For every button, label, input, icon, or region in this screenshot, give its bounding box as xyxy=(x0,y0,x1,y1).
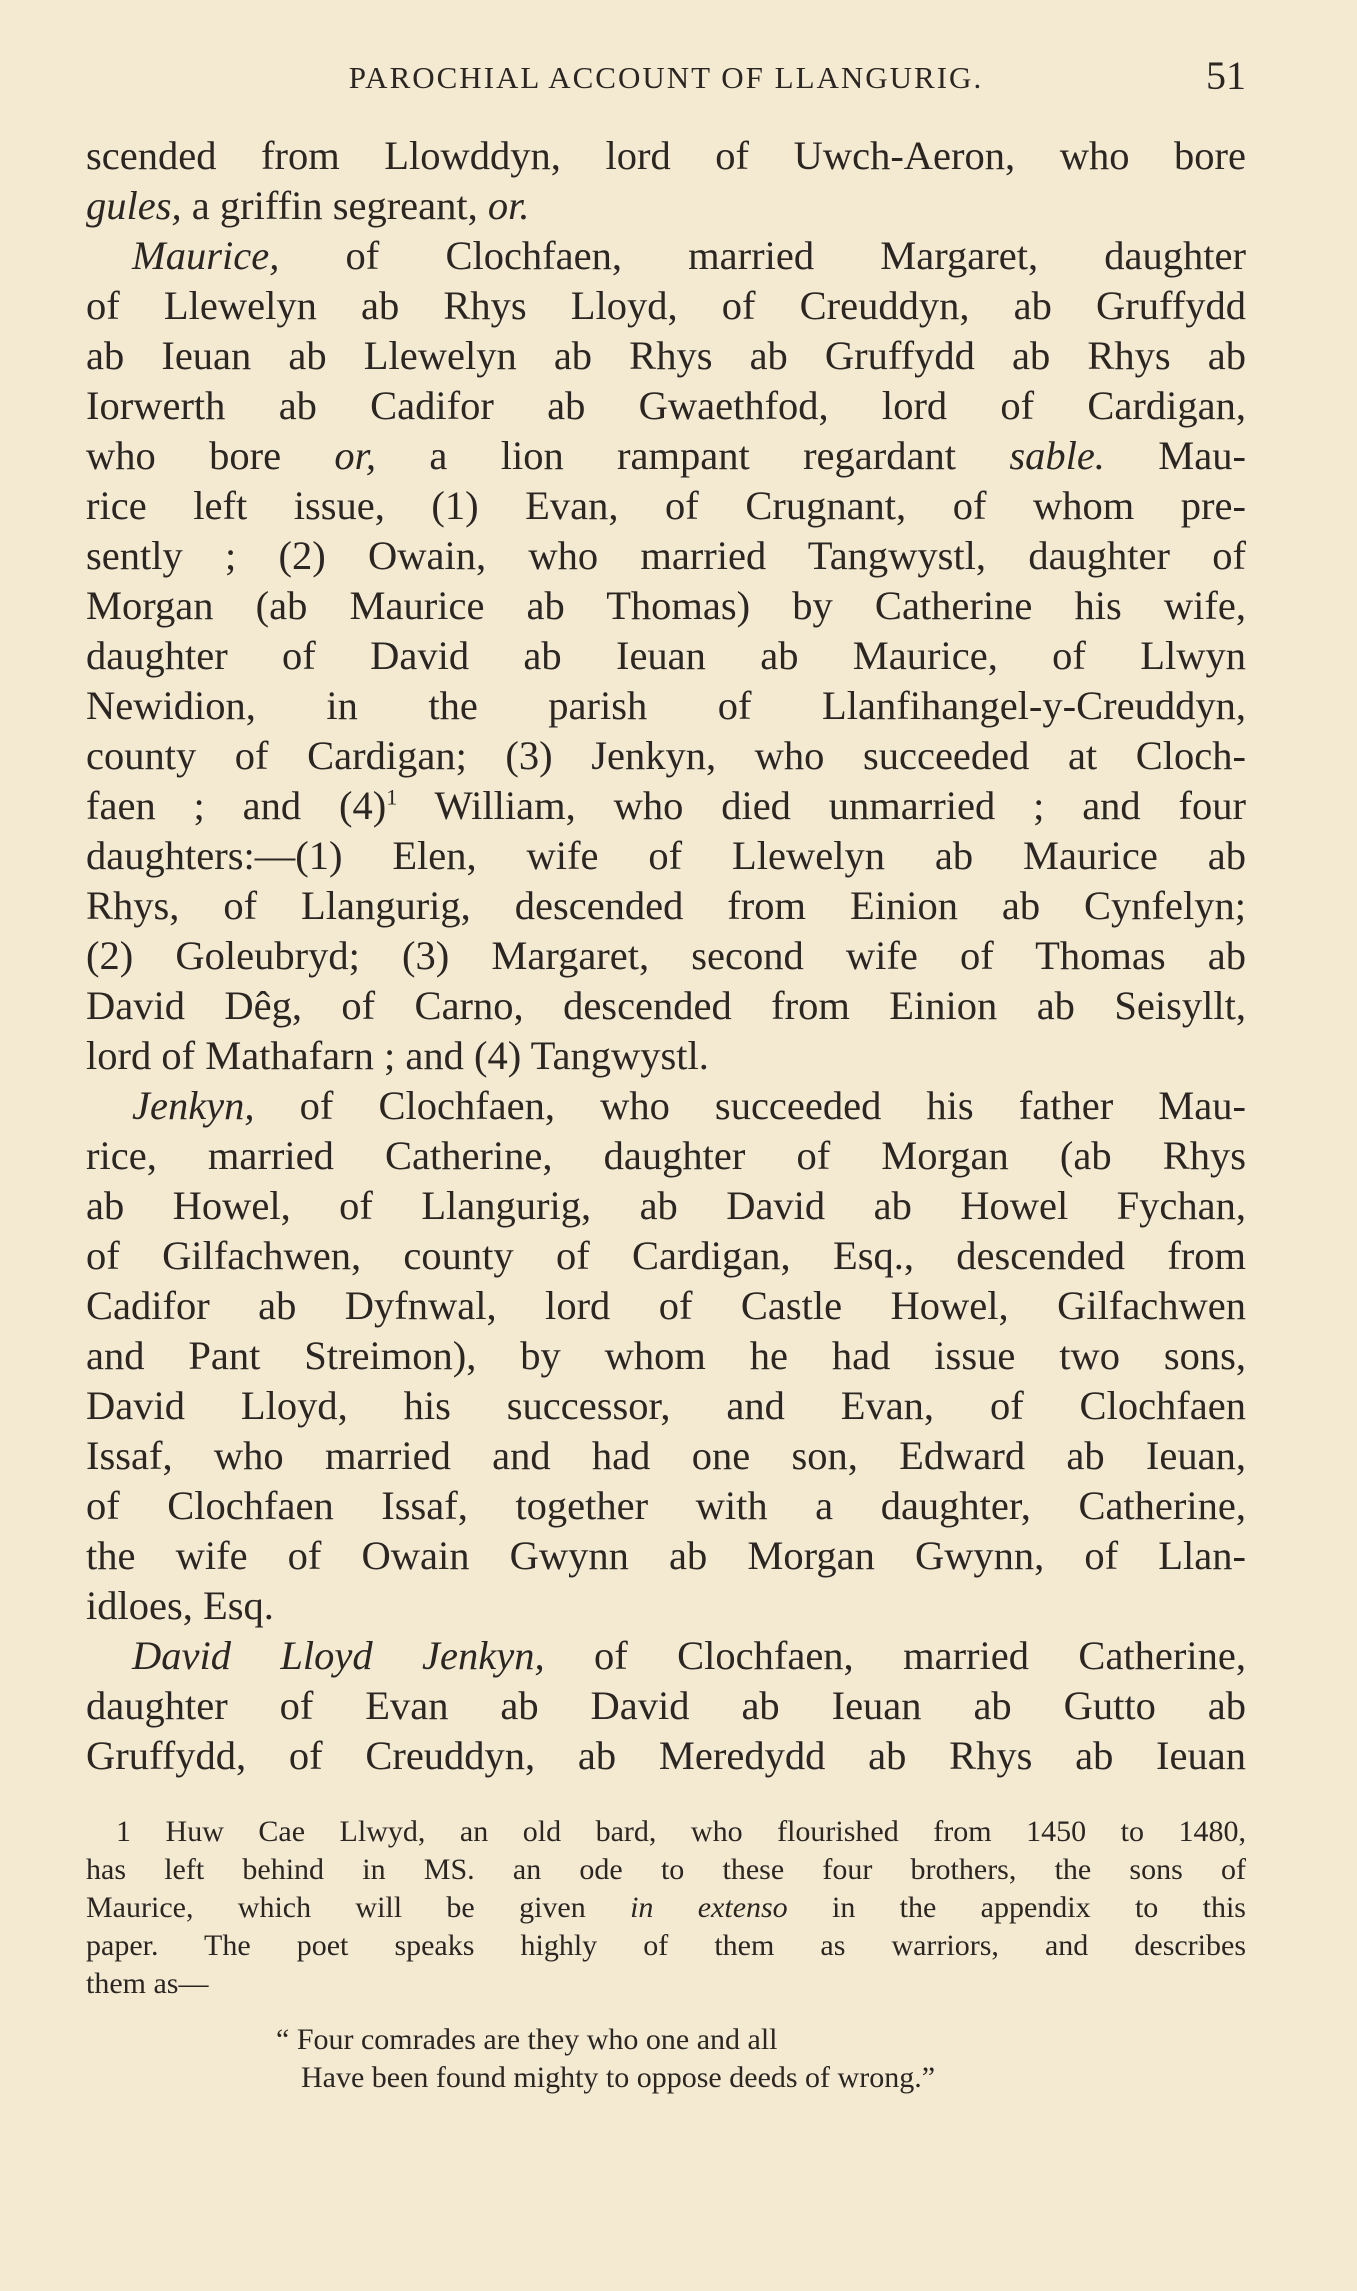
text-line: rice left issue, (1) Evan, of Crugnant, of whom pre- xyxy=(86,483,1246,528)
text-line: who bore or, a lion rampant regardant sable. Mau- xyxy=(86,433,1246,478)
text-line: idloes, Esq. xyxy=(86,1583,274,1628)
text-line: scended from Llowddyn, lord of Uwch-Aeron, who bore xyxy=(86,133,1246,178)
footnote xyxy=(86,1813,1246,2097)
text-line: Rhys, of Llangurig, descended from Einion ab Cynfelyn; xyxy=(86,883,1246,928)
footnote-line: Maurice, which will be given in extenso in the appendix to this xyxy=(86,1891,1246,1924)
text-line: county of Cardigan; (3) Jenkyn, who succeeded at Cloch- xyxy=(86,733,1246,778)
text-line: David Dêg, of Carno, descended from Einion ab Seisyllt, xyxy=(86,983,1246,1028)
text-line: of Clochfaen Issaf, together with a daughter, Catherine, xyxy=(86,1483,1246,1528)
text-line: and Pant Streimon), by whom he had issue two sons, xyxy=(86,1333,1246,1378)
text-line: faen ; and $(4)^1$ William, who died unmarried ; and four xyxy=(86,783,1247,828)
verse-line: “ Four comrades are they who one and all xyxy=(276,2023,778,2056)
text-line: of Gilfachwen, county of Cardigan, Esq., descended from xyxy=(86,1233,1246,1278)
emphasis: David Lloyd Jenkyn, xyxy=(132,1633,545,1678)
text-line: Iorwerth ab Cadifor ab Gwaethfod, lord of Cardigan, xyxy=(86,383,1246,428)
text-line: Newidion, in the parish of Llanfihangel-y-Creuddyn, xyxy=(86,683,1246,728)
emphasis: or. xyxy=(487,183,530,228)
text-line: (2) Goleubryd; (3) Margaret, second wife of Thomas ab xyxy=(86,933,1246,978)
text-line: Jenkyn, of Clochfaen, who succeeded his father Mau- xyxy=(132,1083,1246,1128)
text-line: the wife of Owain Gwynn ab Morgan Gwynn, of Llan- xyxy=(86,1533,1246,1578)
text-line: Gruffydd, of Creuddyn, ab Meredydd ab Rhys ab Ieuan xyxy=(86,1733,1246,1778)
emphasis: in extenso xyxy=(630,1891,788,1924)
emphasis: sable. xyxy=(1009,433,1105,478)
page-header xyxy=(86,52,1246,102)
text-line: daughter of Evan ab David ab Ieuan ab Gutto ab xyxy=(86,1683,1246,1728)
footnote-line: paper. The poet speaks highly of them as warriors, and describes xyxy=(86,1929,1246,1962)
text-line: rice, married Catherine, daughter of Morgan (ab Rhys xyxy=(86,1133,1246,1178)
text-line: David Lloyd, his successor, and Evan, of Clochfaen xyxy=(86,1383,1246,1428)
emphasis: or, xyxy=(334,433,377,478)
footnote-line: 1 Huw Cae Llwyd, an old bard, who flourished from 1450 to 1480, xyxy=(116,1815,1246,1848)
text-line: Cadifor ab Dyfnwal, lord of Castle Howel, Gilfachwen xyxy=(86,1283,1246,1328)
footnote-ref: 1 xyxy=(386,784,398,810)
footnote-line: has left behind in MS. an ode to these four brothers, the sons of xyxy=(86,1853,1246,1886)
text-line: Morgan (ab Maurice ab Thomas) by Catherine his wife, xyxy=(86,583,1246,628)
text-line: daughters:—(1) Elen, wife of Llewelyn ab Maurice ab xyxy=(86,833,1246,878)
text-line: David Lloyd Jenkyn, of Clochfaen, married Catherine, xyxy=(132,1633,1246,1678)
text-line: ab Howel, of Llangurig, ab David ab Howel Fychan, xyxy=(86,1183,1246,1228)
body-text xyxy=(86,131,1246,1781)
emphasis: Maurice, xyxy=(132,233,280,278)
footnote-line: them as— xyxy=(86,1967,209,2000)
running-head: PAROCHIAL ACCOUNT OF LLANGURIG. xyxy=(348,60,984,95)
text-line: of Llewelyn ab Rhys Lloyd, of Creuddyn, ab Gruffydd xyxy=(86,283,1246,328)
text-line: sently ; (2) Owain, who married Tangwystl, daughter of xyxy=(86,533,1246,578)
text-line: gules, a griffin segreant, or. xyxy=(86,183,530,228)
text-line: lord of Mathafarn ; and (4) Tangwystl. xyxy=(86,1033,709,1078)
text-line: Maurice, of Clochfaen, married Margaret, daughter xyxy=(132,233,1246,278)
footnote-marker: 1 xyxy=(116,1815,131,1848)
text-line: daughter of David ab Ieuan ab Maurice, of Llwyn xyxy=(86,633,1246,678)
emphasis: Jenkyn, xyxy=(132,1083,255,1128)
page-number: 51 xyxy=(1206,53,1246,98)
text-line: Issaf, who married and had one son, Edward ab Ieuan, xyxy=(86,1433,1246,1478)
verse-quote xyxy=(86,2021,1246,2097)
text-line: ab Ieuan ab Llewelyn ab Rhys ab Gruffydd ab Rhys ab xyxy=(86,333,1246,378)
verse-line: Have been found mighty to oppose deeds of wrong.” xyxy=(301,2061,936,2094)
emphasis: gules, xyxy=(86,183,182,228)
